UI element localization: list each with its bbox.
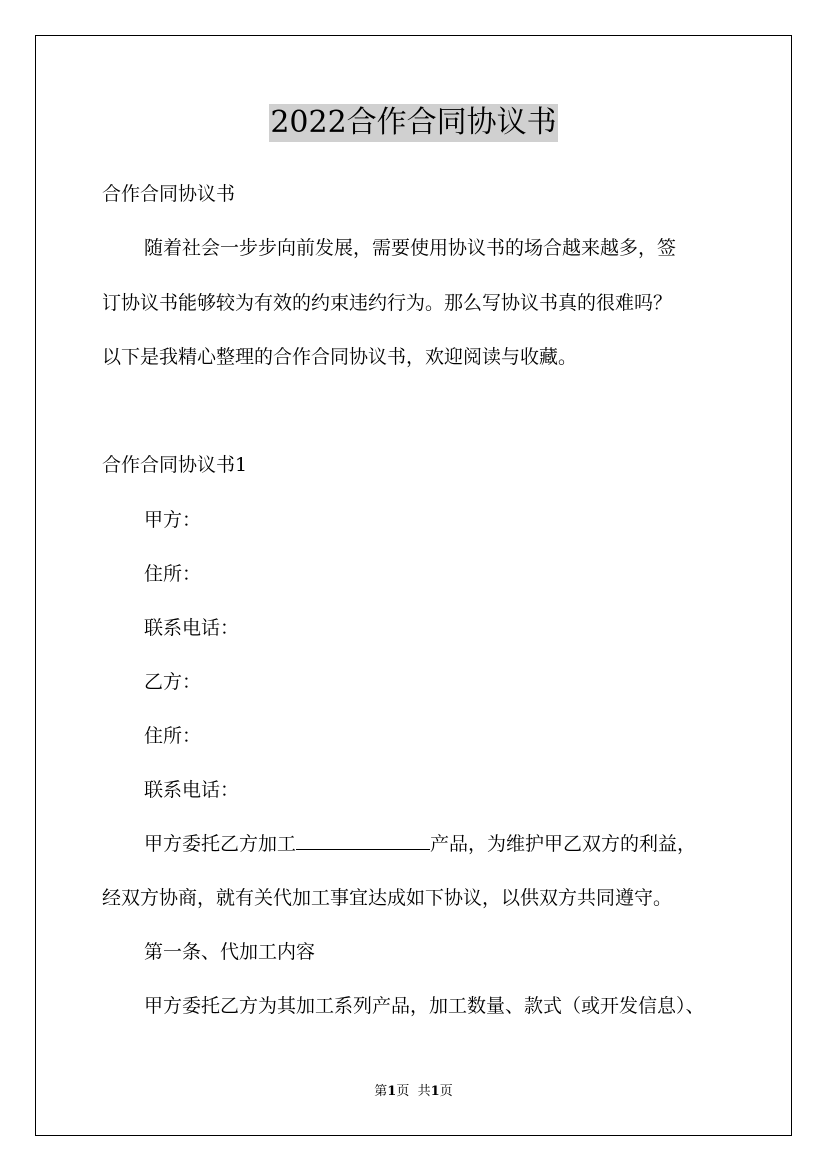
party-a-address: 住所： [144, 563, 202, 585]
document-title: 2022合作合同协议书 [270, 105, 557, 140]
intro-line-1: 随着社会一步步向前发展，需要使用协议书的场合越来越多，签 [144, 237, 677, 259]
blank-field [296, 832, 430, 850]
entrust-line-1 [144, 832, 696, 856]
article-1-title: 第一条、代加工内容 [144, 941, 316, 963]
party-b-label: 乙方： [144, 671, 202, 693]
agreement-heading: 合作合同协议书1 [102, 454, 248, 476]
party-b-phone: 联系电话： [144, 779, 240, 801]
party-a-label: 甲方： [144, 509, 202, 531]
party-b-address: 住所： [144, 725, 202, 747]
entrust-suffix: 产品，为维护甲乙双方的利益， [430, 833, 697, 855]
intro-line-2: 订协议书能够较为有效的约束违约行为。那么写协议书真的很难吗？ [102, 292, 673, 314]
section-heading: 合作合同协议书 [102, 183, 236, 205]
page-footer [0, 1083, 827, 1101]
entrust-prefix: 甲方委托乙方加工 [144, 833, 297, 855]
footer-page-number: 1 [387, 1084, 397, 1099]
intro-line-3: 以下是我精心整理的合作合同协议书，欢迎阅读与收藏。 [102, 346, 578, 368]
footer-total-unit: 页 [439, 1084, 453, 1099]
footer-total-prefix: 共 [417, 1084, 431, 1099]
article-1-text: 甲方委托乙方为其加工系列产品，加工数量、款式（或开发信息）、 [144, 995, 705, 1017]
party-a-phone: 联系电话： [144, 617, 240, 639]
entrust-line-2: 经双方协商，就有关代加工事宜达成如下协议，以供双方共同遵守。 [102, 887, 673, 909]
title-container [0, 104, 827, 142]
footer-prefix: 第 [374, 1084, 388, 1099]
footer-total-pages: 1 [430, 1084, 440, 1099]
footer-page-unit: 页 [396, 1084, 410, 1099]
